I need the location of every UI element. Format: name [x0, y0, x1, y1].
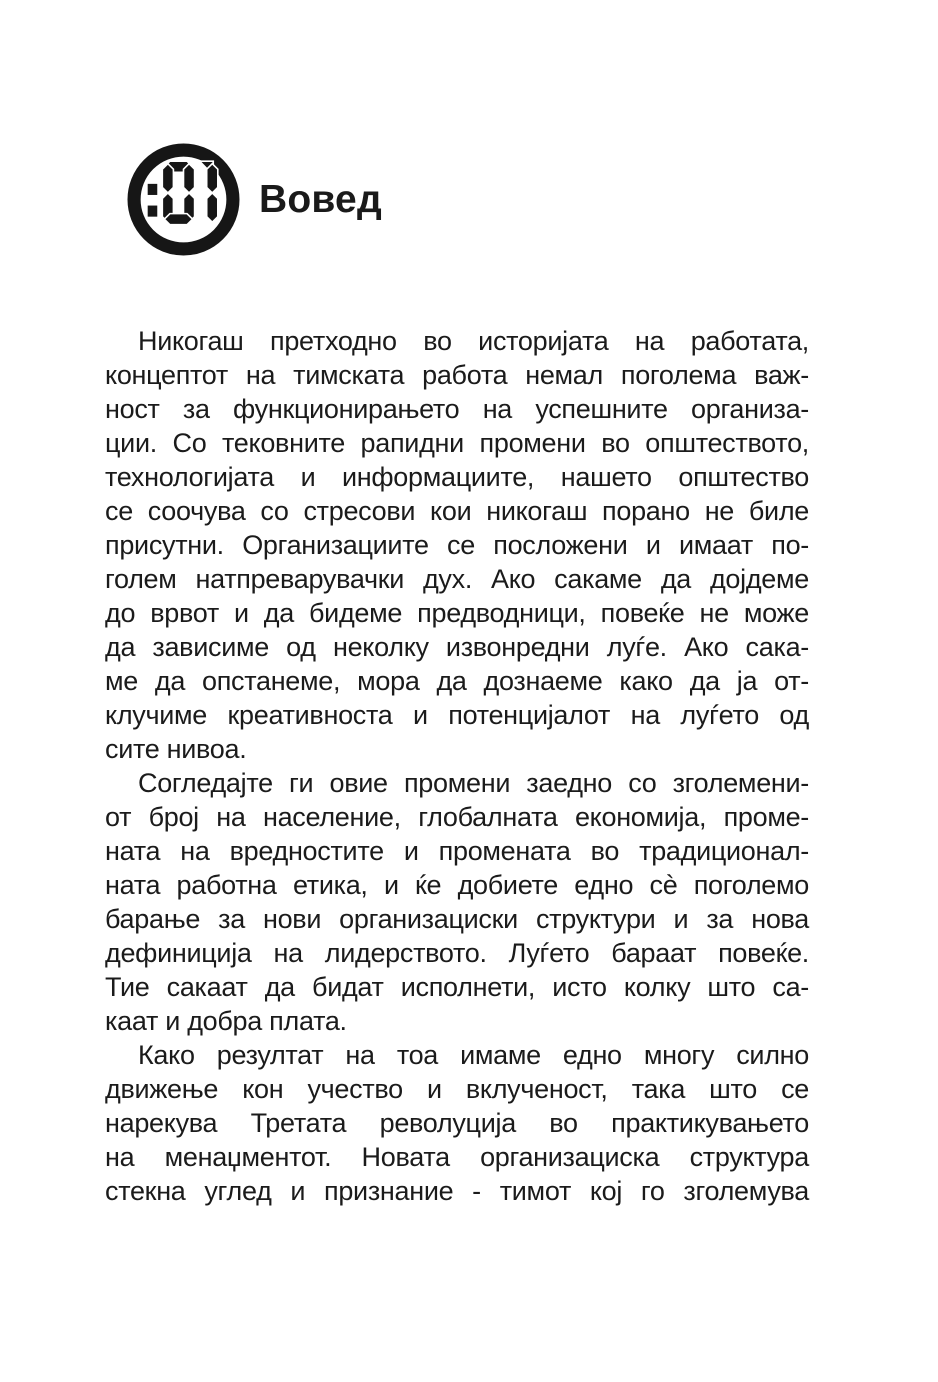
text-line: Како резултат на тоа имаме едно многу силно — [138, 1040, 809, 1070]
text-line: голем натпреварувачки дух. Ако сакаме да дојдеме — [105, 564, 809, 594]
text-line: нарекува Третата револуција во практикувањето — [105, 1108, 809, 1138]
text-line: ме да опстанеме, мора да дознаеме како да ја от- — [105, 666, 809, 696]
text-line: барање за нови организациски структури и за нова — [105, 904, 809, 934]
body-text — [105, 324, 809, 1208]
paragraph — [105, 766, 809, 1038]
text-line: на менаџментот. Новата организациска структура — [105, 1142, 809, 1172]
chapter-number-icon — [127, 143, 240, 256]
text-line: сите нивоа. — [105, 734, 247, 764]
text-line: присутни. Организациите се посложени и имаат по- — [105, 530, 809, 560]
text-line: стекна углед и признание - тимот кој го зголемува — [105, 1176, 809, 1206]
text-line: се соочува со стресови кои никогаш порано не биле — [105, 496, 809, 526]
text-line: движење кон учество и вклученост, така што се — [105, 1074, 809, 1104]
text-line: клучиме креативноста и потенцијалот на луѓето од — [105, 700, 809, 730]
text-line: дефиниција на лидерството. Луѓето бараат повеќе. — [105, 938, 809, 968]
text-line: Согледајте ги овие промени заедно со зголемени- — [138, 768, 809, 798]
text-line: ност за функционирањето на успешните организа- — [105, 394, 809, 424]
chapter-title: Вовед — [259, 177, 382, 221]
chapter-header — [127, 143, 382, 256]
text-line: концептот на тимската работа немал поголема важ- — [105, 360, 809, 390]
text-line: каат и добра плата. — [105, 1006, 347, 1036]
text-line: да зависиме од неколку извонредни луѓе. Ако сака- — [105, 632, 809, 662]
paragraph — [105, 324, 809, 766]
text-line: ната на вредностите и промената во традиционал- — [105, 836, 809, 866]
text-line: Тие сакаат да бидат исполнети, исто колку што са- — [105, 972, 809, 1002]
paragraph — [105, 1038, 809, 1208]
text-line: технологијата и информациите, нашето општество — [105, 462, 809, 492]
text-line: ции. Со тековните рапидни промени во општеството, — [105, 428, 809, 458]
text-line: до врвот и да бидеме предводници, повеќе не може — [105, 598, 809, 628]
text-line: ната работна етика, и ќе добиете едно сè поголемо — [105, 870, 809, 900]
text-line: Никогаш претходно во историјата на работата, — [138, 326, 809, 356]
text-line: от број на население, глобалната економија, проме- — [105, 802, 809, 832]
